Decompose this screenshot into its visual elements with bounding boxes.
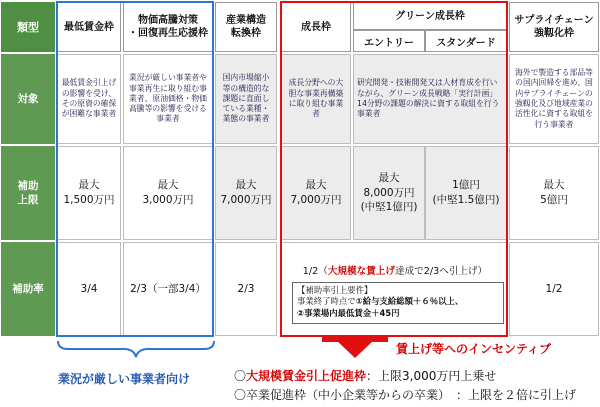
target-min-wage: 最低賃金引上げの影響を受け、その原資の確保が困難な事業者 [57, 54, 121, 144]
limit-price-recovery: 最大 3,000万円 [123, 146, 213, 240]
type-header: 類型 [1, 2, 55, 52]
rate-requirement-line2: ②事業場内最低賃金＋45円 [297, 307, 400, 318]
row-label-target: 対象 [1, 54, 55, 144]
rate-requirement-line1-lead: 事業終了時点で [297, 296, 356, 307]
rate-growth-post: 達成で2/3へ引上げ） [395, 266, 488, 277]
red-frame [280, 1, 508, 337]
incentive-arrow-icon [322, 336, 388, 360]
col-header-price-recovery: 物価高騰対策 ・回復再生応援枠 [123, 2, 213, 52]
rate-supply-chain: 1/2 [509, 242, 599, 336]
rate-requirement-line1-bold: ①給与支給総額＋６％以上、 [355, 296, 464, 307]
footer-line1-red: 大規模賃金引上促進枠 [246, 369, 367, 383]
col-header-growth: 成長枠 [281, 2, 351, 52]
rate-price-recovery: 2/3（一部3/4） [123, 242, 213, 336]
footer-line1-rest: ：上限3,000万円上乗せ [366, 369, 497, 383]
rate-growth-red: 大規模な賃上げ [327, 266, 395, 277]
col-header-supply-chain: サプライチェーン 強靱化枠 [509, 2, 599, 52]
rate-min-wage: 3/4 [57, 242, 121, 336]
target-growth: 成長分野への大胆な事業再構築に取り組む事業者 [281, 54, 351, 144]
footer-line1 [234, 367, 496, 384]
limit-green-standard: 1億円 (中堅1.5億円) [425, 146, 507, 240]
col-header-industry-transform: 産業構造 転換枠 [215, 2, 277, 52]
target-industry-transform: 国内市場縮小等の構造的な課題に直面している業種・業態の事業者 [215, 54, 277, 144]
footer-line1-marker: 〇 [234, 369, 247, 383]
limit-growth: 最大 7,000万円 [281, 146, 351, 240]
col-header-min-wage: 最低賃金枠 [57, 2, 121, 52]
limit-industry-transform: 最大 7,000万円 [215, 146, 277, 240]
footer-line2: 〇卒業促進枠（中小企業等からの卒業） ：上限を２倍に引上げ [234, 388, 577, 402]
target-price-recovery: 業況が厳しい事業者や事業再生に取り組む事業者、原油価格・物価高騰等の影響を受ける事業者 [123, 54, 213, 144]
limit-green-entry: 最大 8,000万円 (中堅1億円) [353, 146, 425, 240]
limit-min-wage: 最大 1,500万円 [57, 146, 121, 240]
incentive-label: 賃上げ等へのインセンティブ [396, 342, 552, 356]
bracket-icon [56, 339, 216, 359]
row-label-limit: 補助 上限 [1, 146, 55, 240]
col-header-green-growth: グリーン成長枠 [353, 2, 507, 30]
target-supply-chain: 海外で製造する部品等の国内回帰を進め、国内サプライチェーンの強靱化及び地域産業の活性化に資する取組を行う事業者 [509, 54, 599, 144]
rate-industry-transform: 2/3 [215, 242, 277, 336]
col-header-green-standard: スタンダード [425, 30, 507, 52]
blue-frame [56, 1, 214, 337]
rate-requirement-title: 【補助率引上要件】 [297, 285, 373, 295]
footer-left-label: 業況が厳しい事業者向け [58, 372, 191, 386]
rate-growth-pre: 1/2（ [302, 266, 328, 277]
col-header-green-entry: エントリー [353, 30, 425, 52]
target-green-growth: 研究開発・技術開発又は人材育成を行いながら、グリーン成長戦略「実行計画」14分野の課題の解決に資する取組を行う事業者 [353, 54, 507, 144]
limit-supply-chain: 最大 5億円 [509, 146, 599, 240]
row-label-rate: 補助率 [1, 242, 55, 336]
